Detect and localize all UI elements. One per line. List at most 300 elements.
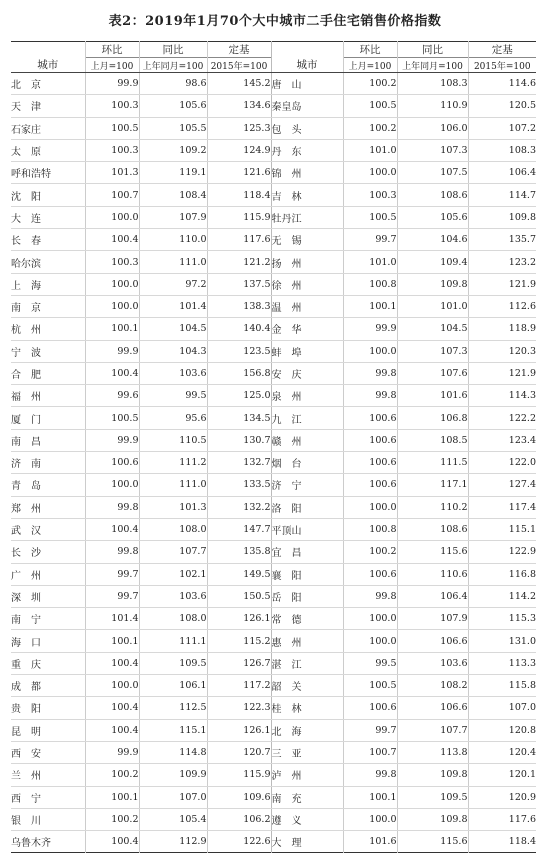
left-mom-value: 101.4 (85, 608, 139, 630)
left-city-name: 银 川 (11, 808, 85, 830)
right-mom-value: 99.7 (343, 229, 397, 251)
left-city-name: 济 南 (11, 452, 85, 474)
left-base-value: 122.3 (207, 697, 271, 719)
left-mom-value: 100.1 (85, 318, 139, 340)
right-city-name: 锦 州 (271, 162, 343, 184)
left-mom-value: 100.1 (85, 786, 139, 808)
right-city-name: 惠 州 (271, 630, 343, 652)
right-base-value: 120.1 (468, 764, 536, 786)
header-yoy-sub-left: 上年同月=100 (139, 58, 207, 73)
right-city-name: 吉 林 (271, 184, 343, 206)
left-base-value: 115.9 (207, 764, 271, 786)
header-yoy-left: 同比 (139, 42, 207, 58)
left-city-name: 长 沙 (11, 541, 85, 563)
left-city-name: 福 州 (11, 385, 85, 407)
left-city-name: 西 安 (11, 741, 85, 763)
right-base-value: 112.6 (468, 295, 536, 317)
left-yoy-value: 103.6 (139, 585, 207, 607)
right-mom-value: 99.8 (343, 362, 397, 384)
left-city-name: 沈 阳 (11, 184, 85, 206)
left-city-name: 兰 州 (11, 764, 85, 786)
right-city-name: 无 锡 (271, 229, 343, 251)
header-base-sub-left: 2015年=100 (207, 58, 271, 73)
left-base-value: 149.5 (207, 563, 271, 585)
table-row (11, 563, 536, 585)
right-city-name: 韶 关 (271, 675, 343, 697)
left-mom-value: 100.0 (85, 675, 139, 697)
left-base-value: 156.8 (207, 362, 271, 384)
right-base-value: 114.3 (468, 385, 536, 407)
left-base-value: 121.2 (207, 251, 271, 273)
right-mom-value: 100.0 (343, 162, 397, 184)
table-row (11, 697, 536, 719)
right-mom-value: 99.8 (343, 764, 397, 786)
right-yoy-value: 109.8 (397, 808, 468, 830)
right-mom-value: 99.8 (343, 585, 397, 607)
right-city-name: 徐 州 (271, 273, 343, 295)
right-base-value: 123.4 (468, 429, 536, 451)
table-row (11, 496, 536, 518)
left-base-value: 115.2 (207, 630, 271, 652)
left-city-name: 武 汉 (11, 518, 85, 540)
right-mom-value: 100.6 (343, 697, 397, 719)
right-yoy-value: 110.6 (397, 563, 468, 585)
header-city-right: 城市 (271, 42, 343, 73)
left-mom-value: 99.9 (85, 73, 139, 95)
right-yoy-value: 106.6 (397, 697, 468, 719)
left-yoy-value: 106.1 (139, 675, 207, 697)
right-yoy-value: 101.0 (397, 295, 468, 317)
left-base-value: 125.0 (207, 385, 271, 407)
left-yoy-value: 111.1 (139, 630, 207, 652)
right-base-value: 115.1 (468, 518, 536, 540)
table-row (11, 184, 536, 206)
table-row (11, 831, 536, 853)
right-base-value: 123.2 (468, 251, 536, 273)
left-yoy-value: 98.6 (139, 73, 207, 95)
left-base-value: 126.1 (207, 719, 271, 741)
left-base-value: 125.3 (207, 117, 271, 139)
left-city-name: 石家庄 (11, 117, 85, 139)
left-base-value: 126.7 (207, 652, 271, 674)
left-yoy-value: 102.1 (139, 563, 207, 585)
left-city-name: 郑 州 (11, 496, 85, 518)
left-yoy-value: 107.9 (139, 206, 207, 228)
left-base-value: 130.7 (207, 429, 271, 451)
right-yoy-value: 110.2 (397, 496, 468, 518)
left-yoy-value: 101.3 (139, 496, 207, 518)
right-yoy-value: 110.9 (397, 95, 468, 117)
right-city-name: 宜 昌 (271, 541, 343, 563)
right-base-value: 120.4 (468, 741, 536, 763)
right-city-name: 秦皇岛 (271, 95, 343, 117)
right-city-name: 襄 阳 (271, 563, 343, 585)
left-city-name: 合 肥 (11, 362, 85, 384)
left-base-value: 138.3 (207, 295, 271, 317)
right-yoy-value: 109.8 (397, 273, 468, 295)
right-mom-value: 101.6 (343, 831, 397, 853)
left-base-value: 132.2 (207, 496, 271, 518)
right-mom-value: 101.0 (343, 139, 397, 161)
left-yoy-value: 97.2 (139, 273, 207, 295)
header-yoy-sub-right: 上年同月=100 (397, 58, 468, 73)
left-yoy-value: 111.2 (139, 452, 207, 474)
left-city-name: 太 原 (11, 139, 85, 161)
right-mom-value: 101.0 (343, 251, 397, 273)
right-yoy-value: 104.5 (397, 318, 468, 340)
left-city-name: 成 都 (11, 675, 85, 697)
left-mom-value: 99.8 (85, 541, 139, 563)
right-yoy-value: 115.6 (397, 831, 468, 853)
left-yoy-value: 104.3 (139, 340, 207, 362)
right-base-value: 120.5 (468, 95, 536, 117)
header-yoy-right: 同比 (397, 42, 468, 58)
left-base-value: 118.4 (207, 184, 271, 206)
right-mom-value: 99.8 (343, 385, 397, 407)
right-base-value: 114.6 (468, 73, 536, 95)
left-yoy-value: 111.0 (139, 251, 207, 273)
right-mom-value: 100.1 (343, 786, 397, 808)
right-base-value: 122.0 (468, 452, 536, 474)
right-city-name: 三 亚 (271, 741, 343, 763)
right-yoy-value: 111.5 (397, 452, 468, 474)
right-yoy-value: 107.3 (397, 139, 468, 161)
left-city-name: 乌鲁木齐 (11, 838, 51, 850)
right-base-value: 117.4 (468, 496, 536, 518)
right-base-value: 114.7 (468, 184, 536, 206)
left-mom-value: 100.5 (85, 407, 139, 429)
left-yoy-value: 115.1 (139, 719, 207, 741)
left-city-name: 天 津 (11, 95, 85, 117)
left-city-name: 大 连 (11, 206, 85, 228)
right-city-name: 岳 阳 (271, 585, 343, 607)
table-row (11, 73, 536, 95)
left-base-value: 150.5 (207, 585, 271, 607)
right-yoy-value: 101.6 (397, 385, 468, 407)
left-yoy-value: 108.4 (139, 184, 207, 206)
left-yoy-value: 108.0 (139, 608, 207, 630)
table-row (11, 630, 536, 652)
right-base-value: 122.2 (468, 407, 536, 429)
right-yoy-value: 106.0 (397, 117, 468, 139)
left-base-value: 122.6 (207, 831, 271, 853)
right-city-name: 济 宁 (271, 474, 343, 496)
right-city-name: 牡丹江 (271, 206, 343, 228)
right-base-value: 108.3 (468, 139, 536, 161)
table-row (11, 675, 536, 697)
right-base-value: 131.0 (468, 630, 536, 652)
right-mom-value: 100.6 (343, 407, 397, 429)
left-city-name: 长 春 (11, 229, 85, 251)
right-city-name: 唐 山 (271, 73, 343, 95)
right-base-value: 127.4 (468, 474, 536, 496)
left-mom-value: 101.3 (85, 162, 139, 184)
right-yoy-value: 107.7 (397, 719, 468, 741)
right-mom-value: 100.6 (343, 429, 397, 451)
left-city-name: 杭 州 (11, 318, 85, 340)
left-base-value: 117.6 (207, 229, 271, 251)
left-base-value: 134.6 (207, 95, 271, 117)
right-city-name: 温 州 (271, 295, 343, 317)
right-mom-value: 99.9 (343, 318, 397, 340)
left-base-value: 137.5 (207, 273, 271, 295)
left-city-name: 北 京 (11, 73, 85, 95)
left-mom-value: 99.6 (85, 385, 139, 407)
table-title: 表2：2019年1月70个大中城市二手住宅销售价格指数 (108, 14, 442, 29)
price-index-table (11, 41, 536, 853)
right-base-value: 122.9 (468, 541, 536, 563)
left-base-value: 121.6 (207, 162, 271, 184)
right-yoy-value: 108.6 (397, 518, 468, 540)
left-yoy-value: 110.5 (139, 429, 207, 451)
right-mom-value: 100.0 (343, 808, 397, 830)
right-yoy-value: 115.6 (397, 541, 468, 563)
right-city-name: 南 充 (271, 786, 343, 808)
right-city-name: 扬 州 (271, 251, 343, 273)
left-city-name: 重 庆 (11, 652, 85, 674)
right-mom-value: 100.8 (343, 518, 397, 540)
left-yoy-value: 105.4 (139, 808, 207, 830)
right-base-value: 107.2 (468, 117, 536, 139)
left-city-name: 宁 波 (11, 340, 85, 362)
left-yoy-value: 105.6 (139, 95, 207, 117)
left-mom-value: 100.6 (85, 452, 139, 474)
right-base-value: 120.9 (468, 786, 536, 808)
left-mom-value: 99.7 (85, 563, 139, 585)
table-row (11, 273, 536, 295)
table-row (11, 429, 536, 451)
left-mom-value: 100.4 (85, 229, 139, 251)
right-yoy-value: 106.6 (397, 630, 468, 652)
header-base-sub-right: 2015年=100 (468, 58, 536, 73)
left-base-value: 135.8 (207, 541, 271, 563)
table-row (11, 407, 536, 429)
right-base-value: 115.8 (468, 675, 536, 697)
right-yoy-value: 107.6 (397, 362, 468, 384)
left-yoy-value: 95.6 (139, 407, 207, 429)
left-base-value: 147.7 (207, 518, 271, 540)
left-city-name: 贵 阳 (11, 697, 85, 719)
left-mom-value: 100.2 (85, 808, 139, 830)
right-base-value: 118.4 (468, 831, 536, 853)
left-yoy-value: 101.4 (139, 295, 207, 317)
left-yoy-value: 109.9 (139, 764, 207, 786)
right-mom-value: 100.0 (343, 608, 397, 630)
table-row (11, 764, 536, 786)
right-base-value: 114.2 (468, 585, 536, 607)
table-row (11, 585, 536, 607)
right-mom-value: 100.1 (343, 295, 397, 317)
table-row (11, 295, 536, 317)
table-row (11, 385, 536, 407)
right-yoy-value: 109.5 (397, 786, 468, 808)
header-mom-right: 环比 (343, 42, 397, 58)
right-yoy-value: 108.5 (397, 429, 468, 451)
left-mom-value: 100.0 (85, 474, 139, 496)
left-base-value: 132.7 (207, 452, 271, 474)
left-base-value: 140.4 (207, 318, 271, 340)
right-city-name: 常 德 (271, 608, 343, 630)
table-row (11, 518, 536, 540)
table-row (11, 117, 536, 139)
right-mom-value: 100.0 (343, 340, 397, 362)
right-mom-value: 100.0 (343, 630, 397, 652)
right-city-name: 泸 州 (271, 764, 343, 786)
header-mom-left: 环比 (85, 42, 139, 58)
right-city-name: 包 头 (271, 117, 343, 139)
left-mom-value: 100.3 (85, 251, 139, 273)
table-row (11, 318, 536, 340)
right-yoy-value: 108.3 (397, 73, 468, 95)
right-mom-value: 100.5 (343, 675, 397, 697)
right-yoy-value: 108.2 (397, 675, 468, 697)
left-yoy-value: 112.5 (139, 697, 207, 719)
left-mom-value: 100.0 (85, 206, 139, 228)
table-row (11, 652, 536, 674)
right-mom-value: 100.5 (343, 95, 397, 117)
left-mom-value: 99.9 (85, 340, 139, 362)
header-mom-sub-right: 上月=100 (343, 58, 397, 73)
right-city-name: 蚌 埠 (271, 340, 343, 362)
right-base-value: 118.9 (468, 318, 536, 340)
right-yoy-value: 104.6 (397, 229, 468, 251)
right-yoy-value: 109.8 (397, 764, 468, 786)
right-city-name: 金 华 (271, 318, 343, 340)
left-yoy-value: 114.8 (139, 741, 207, 763)
left-mom-value: 100.4 (85, 362, 139, 384)
right-city-name: 丹 东 (271, 139, 343, 161)
left-base-value: 115.9 (207, 206, 271, 228)
right-base-value: 120.3 (468, 340, 536, 362)
right-yoy-value: 103.6 (397, 652, 468, 674)
left-mom-value: 100.0 (85, 295, 139, 317)
left-mom-value: 100.7 (85, 184, 139, 206)
right-city-name: 安 庆 (271, 362, 343, 384)
right-city-name: 湛 江 (271, 652, 343, 674)
table-row (11, 786, 536, 808)
right-city-name: 烟 台 (271, 452, 343, 474)
right-base-value: 109.8 (468, 206, 536, 228)
right-yoy-value: 107.9 (397, 608, 468, 630)
right-city-name: 泉 州 (271, 385, 343, 407)
right-mom-value: 100.7 (343, 741, 397, 763)
right-mom-value: 100.3 (343, 184, 397, 206)
table-row (11, 206, 536, 228)
left-mom-value: 99.7 (85, 585, 139, 607)
right-city-name: 平顶山 (271, 518, 343, 540)
right-mom-value: 100.0 (343, 496, 397, 518)
left-mom-value: 100.3 (85, 139, 139, 161)
right-mom-value: 99.5 (343, 652, 397, 674)
header-mom-sub-left: 上月=100 (85, 58, 139, 73)
right-mom-value: 100.6 (343, 474, 397, 496)
left-city-name: 广 州 (11, 563, 85, 585)
right-base-value: 115.3 (468, 608, 536, 630)
left-base-value: 117.2 (207, 675, 271, 697)
left-yoy-value: 107.7 (139, 541, 207, 563)
left-city-name: 青 岛 (11, 474, 85, 496)
table-row (11, 719, 536, 741)
left-yoy-value: 119.1 (139, 162, 207, 184)
table-row (11, 229, 536, 251)
table-body (11, 73, 536, 853)
left-mom-value: 99.8 (85, 496, 139, 518)
left-base-value: 134.5 (207, 407, 271, 429)
left-city-name: 南 京 (11, 295, 85, 317)
right-yoy-value: 107.5 (397, 162, 468, 184)
left-yoy-value: 99.5 (139, 385, 207, 407)
table-row (11, 452, 536, 474)
table-row (11, 808, 536, 830)
right-yoy-value: 105.6 (397, 206, 468, 228)
left-mom-value: 100.4 (85, 697, 139, 719)
left-base-value: 109.6 (207, 786, 271, 808)
right-base-value: 106.4 (468, 162, 536, 184)
left-mom-value: 99.9 (85, 741, 139, 763)
table-row (11, 139, 536, 161)
left-mom-value: 100.4 (85, 719, 139, 741)
left-base-value: 124.9 (207, 139, 271, 161)
table-row (11, 251, 536, 273)
right-city-name: 北 海 (271, 719, 343, 741)
left-city-name: 南 宁 (11, 608, 85, 630)
right-mom-value: 99.7 (343, 719, 397, 741)
left-city-name: 深 圳 (11, 585, 85, 607)
left-yoy-value: 109.2 (139, 139, 207, 161)
right-yoy-value: 117.1 (397, 474, 468, 496)
right-mom-value: 100.5 (343, 206, 397, 228)
header-base-left: 定基 (207, 42, 271, 58)
right-mom-value: 100.6 (343, 563, 397, 585)
table-row (11, 474, 536, 496)
left-city-name: 上 海 (11, 273, 85, 295)
table-row (11, 95, 536, 117)
left-base-value: 145.2 (207, 73, 271, 95)
left-city-name: 厦 门 (11, 407, 85, 429)
right-base-value: 116.8 (468, 563, 536, 585)
right-base-value: 120.8 (468, 719, 536, 741)
table-row (11, 541, 536, 563)
right-city-name: 大 理 (271, 831, 343, 853)
left-base-value: 120.7 (207, 741, 271, 763)
left-yoy-value: 108.0 (139, 518, 207, 540)
left-city-name: 昆 明 (11, 719, 85, 741)
table-row (11, 340, 536, 362)
right-base-value: 107.0 (468, 697, 536, 719)
left-yoy-value: 107.0 (139, 786, 207, 808)
left-yoy-value: 111.0 (139, 474, 207, 496)
left-city-name: 南 昌 (11, 429, 85, 451)
left-yoy-value: 110.0 (139, 229, 207, 251)
left-mom-value: 100.2 (85, 764, 139, 786)
table-row (11, 741, 536, 763)
right-city-name: 九 江 (271, 407, 343, 429)
right-base-value: 121.9 (468, 273, 536, 295)
table-row (11, 362, 536, 384)
left-base-value: 133.5 (207, 474, 271, 496)
right-yoy-value: 113.8 (397, 741, 468, 763)
header-base-right: 定基 (468, 42, 536, 58)
left-city-name: 西 宁 (11, 786, 85, 808)
right-base-value: 117.6 (468, 808, 536, 830)
right-yoy-value: 109.4 (397, 251, 468, 273)
left-yoy-value: 109.5 (139, 652, 207, 674)
left-base-value: 126.1 (207, 608, 271, 630)
left-yoy-value: 103.6 (139, 362, 207, 384)
left-mom-value: 100.0 (85, 273, 139, 295)
left-city-name: 呼和浩特 (11, 162, 85, 184)
left-mom-value: 100.4 (85, 518, 139, 540)
